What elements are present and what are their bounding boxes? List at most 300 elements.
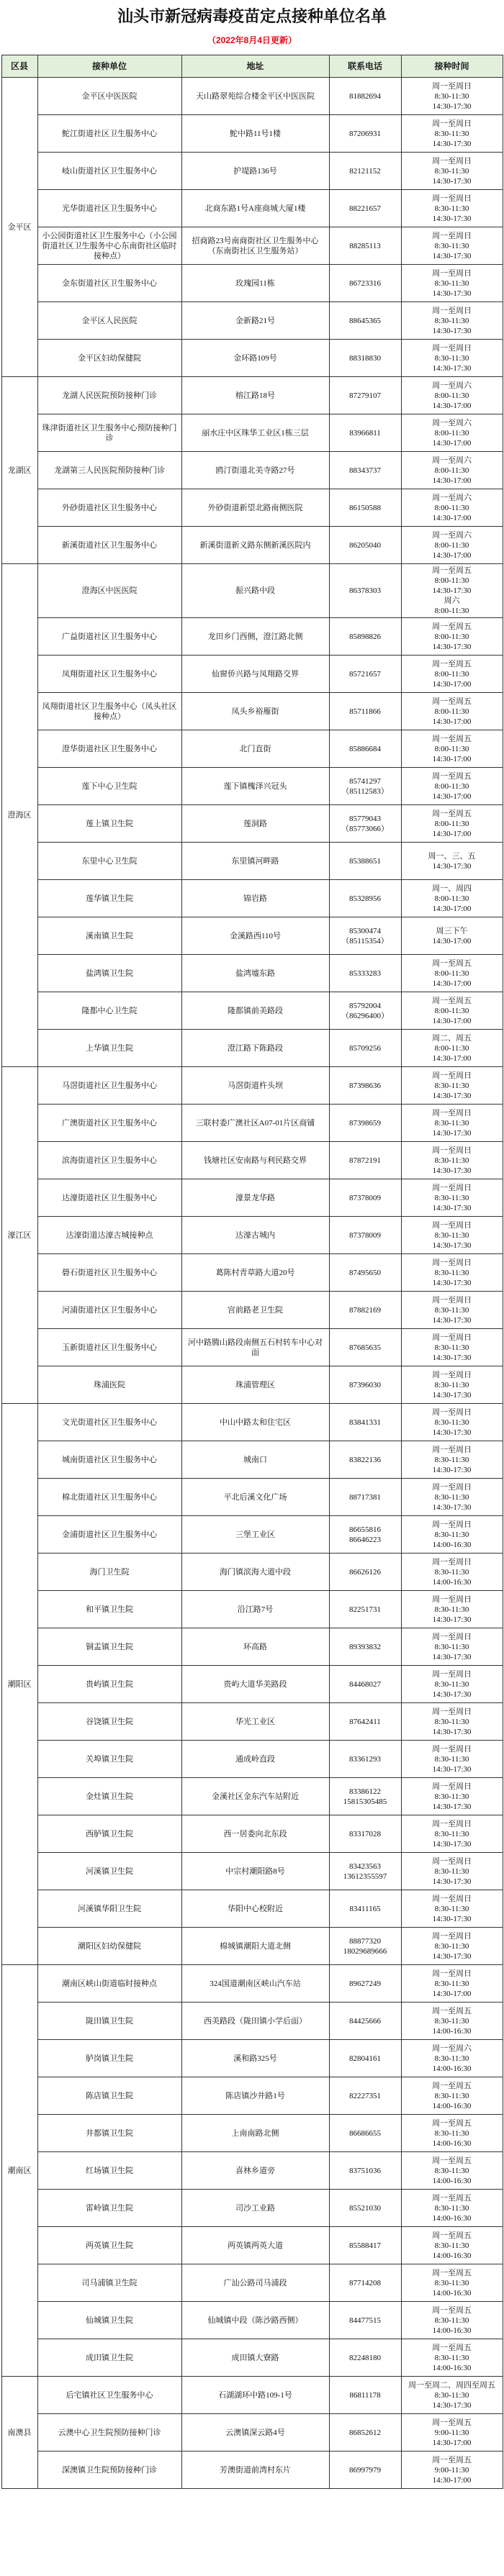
unit-name-cell: 陈店镇卫生院 (37, 2077, 181, 2115)
phone-cell: 89393832 (329, 1628, 401, 1666)
unit-name-cell: 金平区人民医院 (37, 302, 181, 340)
unit-name-cell: 关埠镇卫生院 (37, 1741, 181, 1778)
phone-cell: 83411165 (329, 1890, 401, 1928)
phone-cell: 87495650 (329, 1254, 401, 1292)
hours-cell: 周一至周日 8:30-11:30 14:30-17:30 (401, 227, 503, 265)
header-district: 区县 (1, 55, 37, 78)
unit-name-cell: 陇田镇卫生院 (37, 2003, 181, 2040)
address-cell: 云澳镇深云路4号 (181, 2414, 329, 2452)
phone-cell: 85779043 （85773066） (329, 805, 401, 843)
unit-name-cell: 文光街道社区卫生服务中心 (37, 1404, 181, 1441)
address-cell: 盐鸿墟东路 (181, 955, 329, 992)
hours-cell: 周一至周日 8:30-11:30 14:30-17:30 (401, 1778, 503, 1815)
hours-cell: 周一至周五 8:30-11:30 14:00-16:30 (401, 2115, 503, 2152)
address-cell: 鸥汀街道北美寺路27号 (181, 452, 329, 489)
table-row (1, 2452, 503, 2489)
document-title: 汕头市新冠病毒疫苗定点接种单位名单 (117, 7, 387, 25)
address-cell: 金环路109号 (181, 340, 329, 377)
address-cell: 石湖湖环中路109-1号 (181, 2377, 329, 2414)
table-row (1, 730, 503, 768)
hours-cell: 周一至周五 9:00-11:30 14:30-17:00 (401, 2452, 503, 2489)
unit-name-cell: 光华街道社区卫生服务中心 (37, 190, 181, 227)
address-cell: 溪和路325号 (181, 2040, 329, 2077)
address-cell: 棉城镇潮阳大道北侧 (181, 1928, 329, 1965)
table-row (1, 1404, 503, 1441)
hours-cell: 周一至周五 8:00-11:30 14:30-17:00 (401, 805, 503, 843)
unit-name-cell: 棉北街道社区卫生服务中心 (37, 1479, 181, 1516)
table-body (1, 78, 503, 2489)
unit-name-cell: 隆都中心卫生院 (37, 992, 181, 1030)
hours-cell: 周一至周五 9:00-11:30 14:30-17:00 (401, 2414, 503, 2452)
unit-name-cell: 莲下中心卫生院 (37, 768, 181, 805)
phone-cell: 87206931 (329, 115, 401, 153)
table-row (1, 917, 503, 955)
phone-cell: 87378009 (329, 1217, 401, 1254)
table-row (1, 2077, 503, 2115)
phone-cell: 88221657 (329, 190, 401, 227)
unit-name-cell: 河溪镇华阳卫生院 (37, 1890, 181, 1928)
hours-cell: 周二、周五 8:00-11:30 14:30-17:00 (401, 1030, 503, 1067)
unit-name-cell: 井都镇卫生院 (37, 2115, 181, 2152)
address-cell: 三联村委广澳社区A07-01片区商铺 (181, 1105, 329, 1142)
unit-name-cell: 贵屿镇卫生院 (37, 1666, 181, 1703)
phone-cell: 87882169 (329, 1292, 401, 1329)
unit-name-cell: 河溪镇卫生院 (37, 1853, 181, 1890)
phone-cell: 87396030 (329, 1366, 401, 1404)
unit-name-cell: 玉新街道社区卫生服务中心 (37, 1329, 181, 1366)
address-cell: 河中路腾山路段南侧五石村转车中心对面 (181, 1329, 329, 1366)
phone-cell: 81882694 (329, 78, 401, 115)
hours-cell: 周一至周五 8:00-11:30 14:30-17:30 周六 8:00-11:30 (401, 564, 503, 618)
phone-cell: 83317028 (329, 1815, 401, 1853)
hours-cell: 周一至周日 8:30-11:30 14:30-17:30 (401, 153, 503, 190)
address-cell: 葛陈村青草路大道20号 (181, 1254, 329, 1292)
table-row (1, 880, 503, 917)
unit-name-cell: 珠浦医院 (37, 1366, 181, 1404)
phone-cell: 87714208 (329, 2264, 401, 2302)
table-row (1, 618, 503, 656)
phone-cell: 85300474 （85115354） (329, 917, 401, 955)
table-row (1, 2339, 503, 2377)
unit-name-cell: 莲上镇卫生院 (37, 805, 181, 843)
table-row (1, 1666, 503, 1703)
unit-name-cell: 珠津街道社区卫生服务中心预防接种门诊 (37, 414, 181, 452)
table-row (1, 1366, 503, 1404)
unit-name-cell: 河浦街道社区卫生服务中心 (37, 1292, 181, 1329)
hours-cell: 周一至周日 8:30-11:30 14:00-16:30 (401, 1516, 503, 1554)
phone-cell: 86811178 (329, 2377, 401, 2414)
phone-cell: 85721657 (329, 656, 401, 693)
hours-cell: 周一至周日 8:30-11:30 14:30-17:30 (401, 1105, 503, 1142)
phone-cell: 82804161 (329, 2040, 401, 2077)
hours-cell: 周一至周日 8:30-11:30 14:30-17:00 (401, 1965, 503, 2003)
unit-name-cell: 铜盂镇卫生院 (37, 1628, 181, 1666)
table-row (1, 1965, 503, 2003)
hours-cell: 周一至周五 8:30-11:30 14:00-16:30 (401, 2227, 503, 2264)
address-cell: 珠浦管理区 (181, 1366, 329, 1404)
hours-cell: 周一至周日 8:30-11:30 14:30-17:30 (401, 1366, 503, 1404)
table-row (1, 1292, 503, 1329)
address-cell: 华光工业区 (181, 1703, 329, 1741)
address-cell: 天山路翠苑综合楼金平区中医医院 (181, 78, 329, 115)
table-row (1, 1067, 503, 1105)
hours-cell: 周一至周五 8:30-11:30 14:00-16:30 (401, 2003, 503, 2040)
unit-name-cell: 潮南区峡山街道临时接种点 (37, 1965, 181, 2003)
table-row (1, 190, 503, 227)
unit-name-cell: 莲华镇卫生院 (37, 880, 181, 917)
phone-cell: 85711866 (329, 693, 401, 730)
phone-cell: 85741297 （85112583） (329, 768, 401, 805)
address-cell: 贵屿大道华美路段 (181, 1666, 329, 1703)
address-cell: 金新路21号 (181, 302, 329, 340)
hours-cell: 周一至周日 8:30-11:30 14:30-17:30 (401, 1890, 503, 1928)
header-address: 地址 (181, 55, 329, 78)
phone-cell: 85333283 (329, 955, 401, 992)
table-row (1, 843, 503, 880)
hours-cell: 周一至周日 8:30-11:30 14:30-17:30 (401, 1142, 503, 1179)
hours-cell: 周一至周日 8:30-11:30 14:30-17:30 (401, 340, 503, 377)
unit-name-cell: 盐鸿镇卫生院 (37, 955, 181, 992)
hours-cell: 周一至周日 8:30-11:30 14:30-17:30 (401, 1404, 503, 1441)
hours-cell: 周一至周五 8:00-11:30 14:30-17:00 (401, 730, 503, 768)
phone-cell: 86378303 (329, 564, 401, 618)
table-row (1, 2190, 503, 2227)
hours-cell: 周一至周六 8:00-11:30 14:30-17:00 (401, 527, 503, 564)
table-row (1, 768, 503, 805)
phone-cell: 85521030 (329, 2190, 401, 2227)
address-cell: 城南口 (181, 1441, 329, 1479)
address-cell: 新溪街道新义路东侧新溪医院内 (181, 527, 329, 564)
phone-cell: 83423563 13612355597 (329, 1853, 401, 1890)
table-row (1, 1142, 503, 1179)
address-cell: 鮀中路11号1楼 (181, 115, 329, 153)
phone-cell: 85328956 (329, 880, 401, 917)
phone-cell: 88343737 (329, 452, 401, 489)
unit-name-cell: 西胪镇卫生院 (37, 1815, 181, 1853)
hours-cell: 周一至周五 8:00-11:30 14:30-17:00 (401, 693, 503, 730)
address-cell: 广汕公路司马浦段 (181, 2264, 329, 2302)
table-row (1, 1179, 503, 1217)
hours-cell: 周一至周日 8:30-11:30 14:30-17:30 (401, 1741, 503, 1778)
table-row (1, 2377, 503, 2414)
unit-name-cell: 两英镇卫生院 (37, 2227, 181, 2264)
phone-cell: 83386122 15815305485 (329, 1778, 401, 1815)
table-row (1, 377, 503, 414)
table-row (1, 1703, 503, 1741)
unit-name-cell: 广澳街道社区卫生服务中心 (37, 1105, 181, 1142)
hours-cell: 周一至周日 8:30-11:30 14:30-17:30 (401, 1666, 503, 1703)
hours-cell: 周一至周五 8:30-11:30 14:00-16:30 (401, 2264, 503, 2302)
hours-cell: 周一、三、五 14:30-17:30 (401, 843, 503, 880)
district-cell: 潮阳区 (1, 1404, 37, 1965)
address-cell: 沿江路7号 (181, 1591, 329, 1628)
address-cell: 仙城镇中段（陈沙路西侧） (181, 2302, 329, 2339)
phone-cell: 87872191 (329, 1142, 401, 1179)
hours-cell: 周一至周二、周四至周五 8:30-11:30 14:30-17:30 (401, 2377, 503, 2414)
unit-name-cell: 海门卫生院 (37, 1554, 181, 1591)
vaccination-sites-table (1, 55, 503, 2489)
address-cell: 丽水庄中区珠华工业区1栋三层 (181, 414, 329, 452)
address-cell: 濠景龙华路 (181, 1179, 329, 1217)
address-cell: 凤头乡裕雁街 (181, 693, 329, 730)
phone-cell: 89627249 (329, 1965, 401, 2003)
unit-name-cell: 龙湖第三人民医院预防接种门诊 (37, 452, 181, 489)
unit-name-cell: 鮀江街道社区卫生服务中心 (37, 115, 181, 153)
table-row (1, 1554, 503, 1591)
hours-cell: 周一至周日 8:30-11:30 14:30-17:30 (401, 1928, 503, 1965)
address-cell: 两英镇两英大道 (181, 2227, 329, 2264)
table-row (1, 656, 503, 693)
hours-cell: 周一至周五 8:30-11:30 14:00-16:30 (401, 2152, 503, 2190)
address-cell: 喜林乡道旁 (181, 2152, 329, 2190)
hours-cell: 周一至周日 8:30-11:30 14:30-17:30 (401, 1179, 503, 1217)
hours-cell: 周一至周五 8:00-11:30 14:30-17:00 (401, 656, 503, 693)
phone-cell: 85792004 （86296400） (329, 992, 401, 1030)
unit-name-cell: 金灶镇卫生院 (37, 1778, 181, 1815)
table-row (1, 527, 503, 564)
phone-cell: 87378009 (329, 1179, 401, 1217)
table-row (1, 1479, 503, 1516)
table-row (1, 2302, 503, 2339)
table-row (1, 1254, 503, 1292)
unit-name-cell: 达濠街道达濠古城接种点 (37, 1217, 181, 1254)
address-cell: 莲洞路 (181, 805, 329, 843)
phone-cell: 87398659 (329, 1105, 401, 1142)
table-row (1, 1516, 503, 1554)
address-cell: 北商东路1号A座商城大厦1楼 (181, 190, 329, 227)
unit-name-cell: 金平区妇幼保健院 (37, 340, 181, 377)
unit-name-cell: 潮阳区妇幼保健院 (37, 1928, 181, 1965)
unit-name-cell: 后宅镇社区卫生服务中心 (37, 2377, 181, 2414)
unit-name-cell: 岐山街道社区卫生服务中心 (37, 153, 181, 190)
hours-cell: 周一至周日 8:30-11:30 14:30-17:30 (401, 1254, 503, 1292)
phone-cell: 86150588 (329, 489, 401, 527)
table-row (1, 955, 503, 992)
hours-cell: 周一至周日 8:30-11:30 14:30-17:30 (401, 1217, 503, 1254)
hours-cell: 周一至周日 8:30-11:30 14:30-17:30 (401, 1815, 503, 1853)
address-cell: 榕江路18号 (181, 377, 329, 414)
table-row (1, 2115, 503, 2152)
address-cell: 成田镇大寮路 (181, 2339, 329, 2377)
hours-cell: 周一至周日 8:30-11:30 14:30-17:30 (401, 115, 503, 153)
district-cell: 濠江区 (1, 1067, 37, 1404)
hours-cell: 周一至周五 8:30-11:30 14:00-16:30 (401, 2190, 503, 2227)
table-row (1, 992, 503, 1030)
hours-cell: 周一至周日 8:30-11:30 14:30-17:30 (401, 1479, 503, 1516)
phone-cell: 84425666 (329, 2003, 401, 2040)
table-row (1, 1105, 503, 1142)
phone-cell: 84477515 (329, 2302, 401, 2339)
unit-name-cell: 仙城镇卫生院 (37, 2302, 181, 2339)
header-row (1, 55, 503, 78)
unit-name-cell: 云澳中心卫生院预防接种门诊 (37, 2414, 181, 2452)
table-row (1, 1890, 503, 1928)
table-row (1, 2152, 503, 2190)
hours-cell: 周一至周六 8:00-11:30 14:30-17:00 (401, 489, 503, 527)
address-cell: 金溪路西110号 (181, 917, 329, 955)
update-date-subtitle: （2022年8月4日更新） (207, 35, 297, 45)
table-row (1, 302, 503, 340)
phone-cell: 86852612 (329, 2414, 401, 2452)
address-cell: 北门直街 (181, 730, 329, 768)
unit-name-cell: 礐石街道社区卫生服务中心 (37, 1254, 181, 1292)
unit-name-cell: 小公园街道社区卫生服务中心（小公园街道社区卫生服务中心东南街社区临时接种点） (37, 227, 181, 265)
district-cell: 潮南区 (1, 1965, 37, 2377)
table-row (1, 693, 503, 730)
address-cell: 芳澳街道前湾村东片 (181, 2452, 329, 2489)
address-cell: 东里镇河畔路 (181, 843, 329, 880)
unit-name-cell: 深澳镇卫生院预防接种门诊 (37, 2452, 181, 2489)
hours-cell: 周一至周日 8:30-11:30 14:30-17:30 (401, 1329, 503, 1366)
hours-cell: 周一至周五 8:30-11:30 14:00-16:30 (401, 2339, 503, 2377)
unit-name-cell: 和平镇卫生院 (37, 1591, 181, 1628)
address-cell: 环高路 (181, 1628, 329, 1666)
table-row (1, 452, 503, 489)
phone-cell: 85886684 (329, 730, 401, 768)
hours-cell: 周一至周日 8:30-11:30 14:30-17:30 (401, 1853, 503, 1890)
phone-cell: 87685635 (329, 1329, 401, 1366)
district-cell: 龙湖区 (1, 377, 37, 564)
district-cell: 金平区 (1, 78, 37, 377)
hours-cell: 周一、周四 8:00-11:30 14:30-17:00 (401, 880, 503, 917)
address-cell: 西美路段（陇田镇小学后面） (181, 2003, 329, 2040)
hours-cell: 周一至周日 8:30-11:30 14:30-17:30 (401, 1591, 503, 1628)
table-row (1, 1815, 503, 1853)
table-row (1, 1778, 503, 1815)
address-cell: 海门镇滨海大道中段 (181, 1554, 329, 1591)
phone-cell: 85388651 (329, 843, 401, 880)
table-row (1, 805, 503, 843)
unit-name-cell: 达濠街道社区卫生服务中心 (37, 1179, 181, 1217)
phone-cell: 88645365 (329, 302, 401, 340)
table-row (1, 1217, 503, 1254)
phone-cell: 86626126 (329, 1554, 401, 1591)
hours-cell: 周一至周六 8:00-11:30 14:30-17:00 (401, 452, 503, 489)
phone-cell: 85709256 (329, 1030, 401, 1067)
header-hours: 接种时间 (401, 55, 503, 78)
phone-cell: 85898826 (329, 618, 401, 656)
address-cell: 招商路23号南商街社区卫生服务中心（东南街社区卫生服务站） (181, 227, 329, 265)
header-unit: 接种单位 (37, 55, 181, 78)
table-row (1, 1928, 503, 1965)
hours-cell: 周一至周日 8:30-11:30 14:00-16:30 (401, 1554, 503, 1591)
unit-name-cell: 凤翔街道社区卫生服务中心（凤头社区接种点） (37, 693, 181, 730)
phone-cell: 85588417 (329, 2227, 401, 2264)
header-phone: 联系电话 (329, 55, 401, 78)
table-row (1, 2040, 503, 2077)
address-cell: 金溪社区金东汽车站附近 (181, 1778, 329, 1815)
phone-cell: 86655816 86646223 (329, 1516, 401, 1554)
hours-cell: 周一至周日 8:30-11:30 14:30-17:30 (401, 1441, 503, 1479)
table-row (1, 414, 503, 452)
table-row (1, 1628, 503, 1666)
unit-name-cell: 胪岗镇卫生院 (37, 2040, 181, 2077)
phone-cell: 87398636 (329, 1067, 401, 1105)
address-cell: 平北后溪文化广场 (181, 1479, 329, 1516)
unit-name-cell: 雷岭镇卫生院 (37, 2190, 181, 2227)
address-cell: 上南南路北侧 (181, 2115, 329, 2152)
phone-cell: 82248180 (329, 2339, 401, 2377)
address-cell: 陈店镇沙井路1号 (181, 2077, 329, 2115)
hours-cell: 周一至周六 8:00-11:30 14:30-17:00 (401, 377, 503, 414)
phone-cell: 86686655 (329, 2115, 401, 2152)
table-row (1, 1441, 503, 1479)
phone-cell: 83841331 (329, 1404, 401, 1441)
address-cell: 钱塘社区安南路与利民路交界 (181, 1142, 329, 1179)
address-cell: 澄江路下陈路段 (181, 1030, 329, 1067)
table-row (1, 2414, 503, 2452)
phone-cell: 83751036 (329, 2152, 401, 2190)
table-row (1, 1741, 503, 1778)
address-cell: 隆都镇前美路段 (181, 992, 329, 1030)
unit-name-cell: 凤翔街道社区卫生服务中心 (37, 656, 181, 693)
unit-name-cell: 马滘街道社区卫生服务中心 (37, 1067, 181, 1105)
unit-name-cell: 司马浦镇卫生院 (37, 2264, 181, 2302)
unit-name-cell: 龙湖人民医院预防接种门诊 (37, 377, 181, 414)
address-cell: 龙田乡门西侧，澄江路北侧 (181, 618, 329, 656)
hours-cell: 周一至周五 8:00-11:30 14:30-17:00 (401, 992, 503, 1030)
phone-cell: 88318830 (329, 340, 401, 377)
unit-name-cell: 城南街道社区卫生服务中心 (37, 1441, 181, 1479)
address-cell: 司沙工业路 (181, 2190, 329, 2227)
hours-cell: 周一至周日 8:30-11:30 14:30-17:30 (401, 1067, 503, 1105)
hours-cell: 周一至周日 8:30-11:30 14:30-17:30 (401, 78, 503, 115)
table-row (1, 265, 503, 302)
unit-name-cell: 金平区中医医院 (37, 78, 181, 115)
phone-cell: 82121152 (329, 153, 401, 190)
table-row (1, 227, 503, 265)
hours-cell: 周一至周六 8:00-11:30 14:30-17:00 (401, 414, 503, 452)
table-header (1, 55, 503, 78)
phone-cell: 87642411 (329, 1703, 401, 1741)
address-cell: 华阳中心校附近 (181, 1890, 329, 1928)
phone-cell: 86997979 (329, 2452, 401, 2489)
hours-cell: 周一至周日 8:30-11:30 14:30-17:30 (401, 302, 503, 340)
address-cell: 马滘街道杵头坝 (181, 1067, 329, 1105)
hours-cell: 周一至周五 8:00-11:30 14:30-17:00 (401, 955, 503, 992)
table-row (1, 1030, 503, 1067)
unit-name-cell: 成田镇卫生院 (37, 2339, 181, 2377)
phone-cell: 87279107 (329, 377, 401, 414)
address-cell: 达濠古城内 (181, 1217, 329, 1254)
unit-name-cell: 谷饶镇卫生院 (37, 1703, 181, 1741)
table-row (1, 489, 503, 527)
unit-name-cell: 东里中心卫生院 (37, 843, 181, 880)
phone-cell: 83966811 (329, 414, 401, 452)
unit-name-cell: 上华镇卫生院 (37, 1030, 181, 1067)
hours-cell: 周一至周日 8:30-11:30 14:30-17:30 (401, 265, 503, 302)
phone-cell: 82227351 (329, 2077, 401, 2115)
address-cell: 通成岭直段 (181, 1741, 329, 1778)
unit-name-cell: 广益街道社区卫生服务中心 (37, 618, 181, 656)
hours-cell: 周一至周五 8:00-11:30 14:30-17:00 (401, 768, 503, 805)
address-cell: 中山中路太和住宅区 (181, 1404, 329, 1441)
unit-name-cell: 澄华街道社区卫生服务中心 (37, 730, 181, 768)
hours-cell: 周三下午 14:30-17:00 (401, 917, 503, 955)
unit-name-cell: 澄海区中医医院 (37, 564, 181, 618)
address-cell: 锦岩路 (181, 880, 329, 917)
unit-name-cell: 红场镇卫生院 (37, 2152, 181, 2190)
address-cell: 三堡工业区 (181, 1516, 329, 1554)
address-cell: 莲下镇槐泽兴冠头 (181, 768, 329, 805)
phone-cell: 84468027 (329, 1666, 401, 1703)
table-row (1, 340, 503, 377)
table-row (1, 1591, 503, 1628)
address-cell: 中宗村潮阳路8号 (181, 1853, 329, 1890)
phone-cell: 83361293 (329, 1741, 401, 1778)
phone-cell: 88285113 (329, 227, 401, 265)
phone-cell: 83822136 (329, 1441, 401, 1479)
